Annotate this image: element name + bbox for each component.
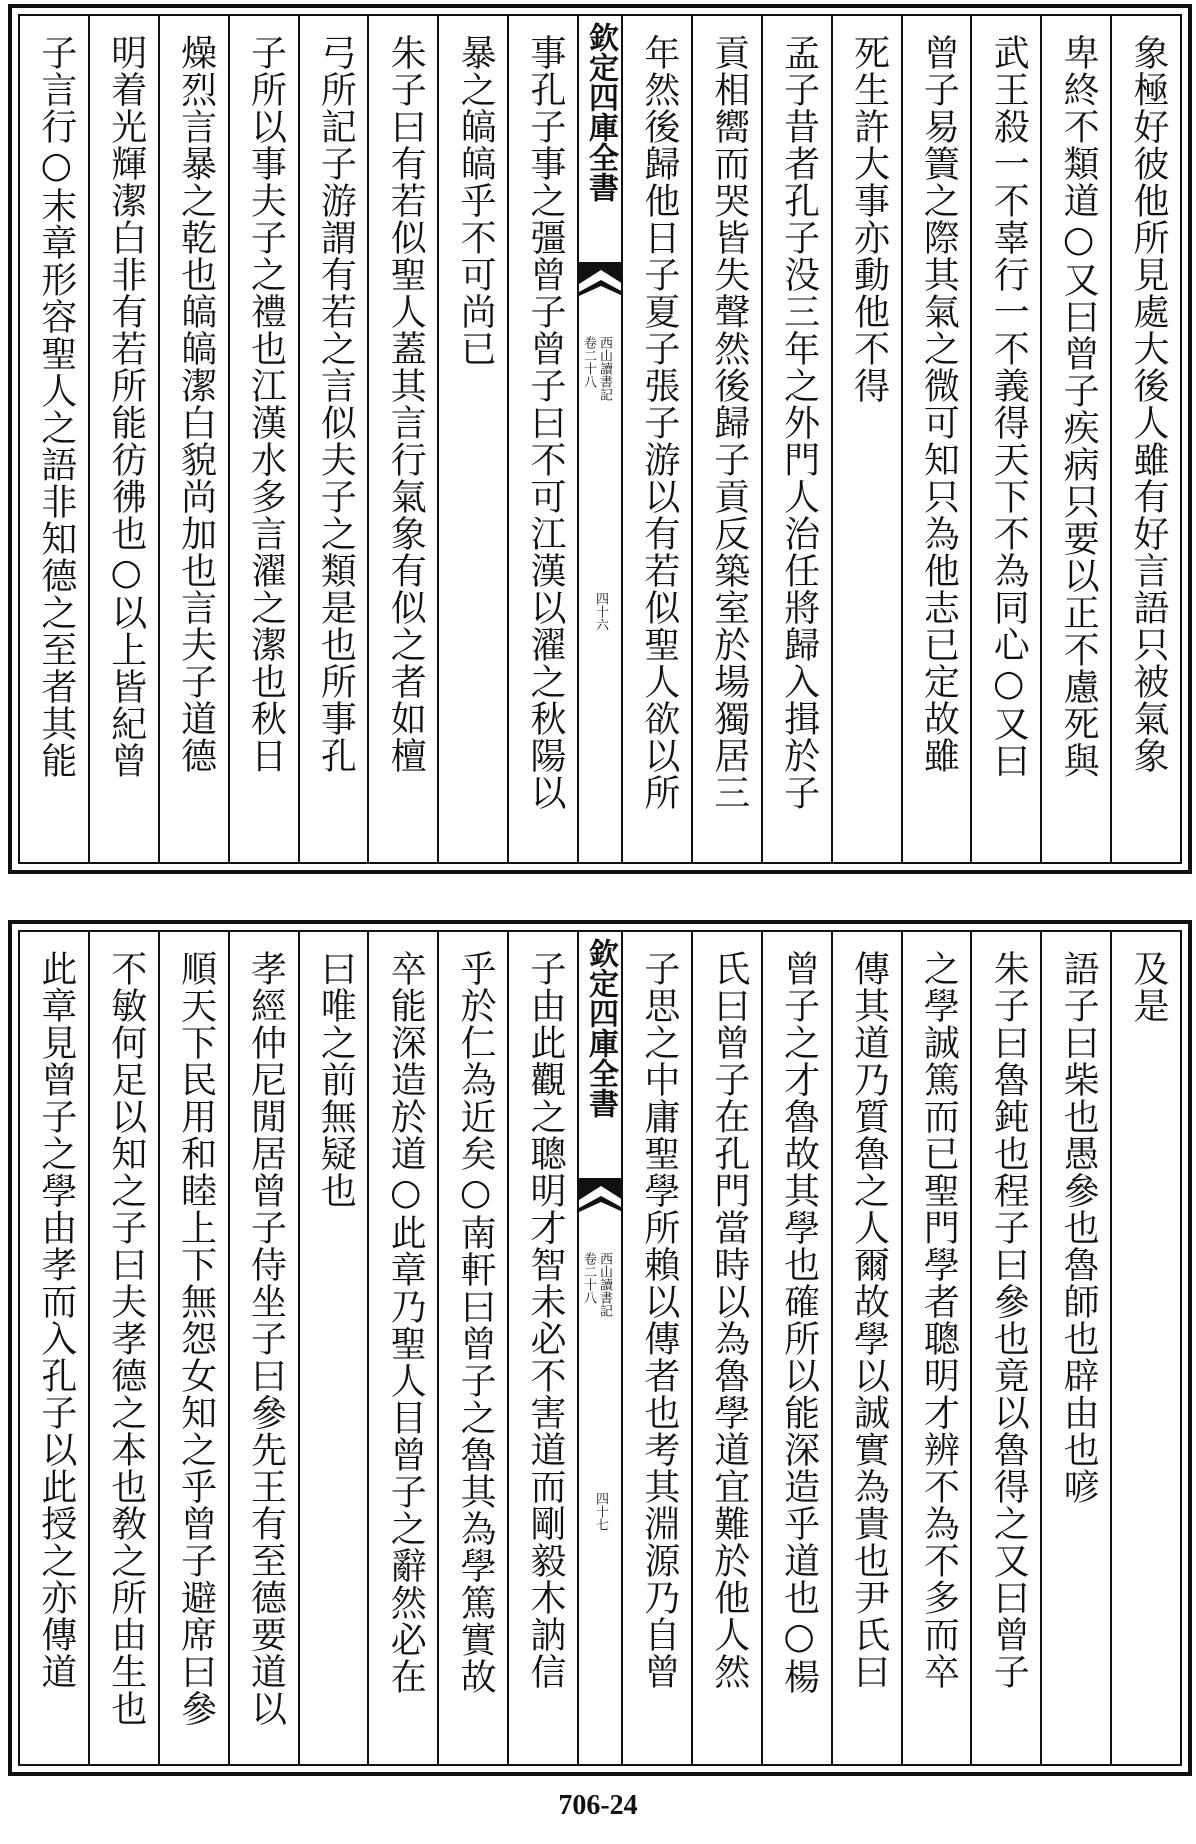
column-text: 及是	[1128, 950, 1169, 1024]
top-page	[8, 4, 1192, 874]
text-column	[691, 16, 761, 862]
column-text: 暴之皜皜乎不可尚已	[455, 34, 497, 367]
bottom-page-frame	[18, 930, 1182, 1766]
text-column	[1040, 16, 1110, 862]
text-column	[437, 932, 507, 1764]
column-text: 曰唯之前無疑也	[315, 950, 357, 1209]
column-text: 孝經仲尼閒居曾子侍坐子曰參先王有至德要道以	[245, 950, 287, 1727]
text-column	[761, 932, 831, 1764]
column-text: 死生許大事亦動他不得	[848, 34, 890, 404]
column-text: 孟子昔者孔子没三年之外門人治任將歸入揖於子	[778, 34, 820, 811]
text-column	[88, 932, 158, 1764]
text-column	[367, 932, 437, 1764]
gutter-juan: 卷二十八	[581, 336, 596, 388]
text-column	[901, 16, 971, 862]
gutter-book-title: 西山讀書記	[597, 336, 612, 401]
fish-tail-mark-icon	[579, 1178, 623, 1238]
column-text: 氏曰曾子在孔門當時以為魯學道宜難於他人然	[708, 950, 750, 1690]
text-column	[158, 932, 228, 1764]
center-gutter	[577, 16, 621, 862]
column-text: 之學誠篤而已聖門學者聰明才辨不為不多而卒	[918, 950, 960, 1690]
column-text: 子言行○末章形容聖人之語非知德之至者其能	[35, 34, 77, 779]
text-column	[298, 932, 368, 1764]
column-text: 貢相嚮而哭皆失聲然後歸子貢反築室於場獨居三	[708, 34, 750, 811]
text-column	[1110, 932, 1180, 1764]
text-column	[367, 16, 437, 862]
text-column	[228, 932, 298, 1764]
text-column	[228, 16, 298, 862]
top-page-columns	[20, 16, 1180, 862]
text-column	[88, 16, 158, 862]
text-column	[298, 16, 368, 862]
column-text: 朱子曰有若似聖人蓋其言行氣象有似之者如檀	[385, 34, 427, 774]
column-text: 此章見曾子之學由孝而入孔子以此授之亦傳道	[35, 950, 77, 1690]
text-column	[621, 16, 691, 862]
column-text: 卒能深造於道○此章乃聖人目曾子之辭然必在	[385, 950, 427, 1695]
gutter-page-number: 四十七	[593, 1492, 608, 1531]
column-text: 語子曰柴也愚參也魯師也辟由也喭	[1058, 950, 1100, 1505]
text-column	[1040, 932, 1110, 1764]
column-text: 年然後歸他日子夏子張子游以有若似聖人欲以所	[638, 34, 680, 811]
column-text: 子思之中庸聖學所賴以傳者也考其淵源乃自曾	[638, 950, 680, 1690]
bottom-page-columns	[20, 932, 1180, 1764]
column-text: 順天下民用和睦上下無怨女知之乎曾子避席曰參	[175, 950, 217, 1727]
column-text: 象極好彼他所見處大後人雖有好言語只被氣象	[1128, 34, 1169, 774]
column-text: 燥烈言暴之乾也皜皜潔白貌尚加也言夫子道德	[175, 34, 217, 774]
text-column	[158, 16, 228, 862]
text-column	[1110, 16, 1180, 862]
column-text: 明着光輝潔白非有若所能彷彿也○以上皆紀曾	[105, 34, 147, 779]
fish-tail-mark-icon	[579, 262, 623, 322]
column-text: 子由此觀之聰明才智未必不害道而剛毅木訥信	[525, 950, 566, 1690]
column-text: 事孔子事之彊曾子曾子曰不可江漢以濯之秋陽以	[525, 34, 566, 811]
column-text: 不敏何足以知之子曰夫孝德之本也敎之所由生也	[105, 950, 147, 1727]
gutter-title: 欽定四庫全書	[583, 938, 618, 1118]
text-column	[831, 932, 901, 1764]
text-column	[621, 932, 691, 1764]
gutter-title: 欽定四庫全書	[583, 22, 618, 202]
top-page-frame	[18, 14, 1182, 864]
text-column	[831, 16, 901, 862]
column-text: 朱子曰魯鈍也程子曰參也竟以魯得之又曰曾子	[988, 950, 1030, 1690]
column-text: 曾子易簀之際其氣之微可知只為他志已定故雖	[918, 34, 960, 774]
text-column	[761, 16, 831, 862]
column-text: 傳其道乃質魯之人爾故學以誠實為貴也尹氏曰	[848, 950, 890, 1690]
gutter-juan: 卷二十八	[581, 1252, 596, 1304]
column-text: 乎於仁為近矣○南軒曰曾子之魯其為學篤實故	[455, 950, 497, 1695]
text-column	[20, 16, 88, 862]
column-text: 弓所記子游謂有若之言似夫子之類是也所事孔	[315, 34, 357, 774]
column-text: 武王殺一不辜行一不義得天下不為同心○又曰	[988, 34, 1030, 779]
gutter-book-title: 西山讀書記	[597, 1252, 612, 1317]
column-text: 曾子之才魯故其學也確所以能深造乎道也○楊	[778, 950, 820, 1695]
text-column	[507, 932, 577, 1764]
text-column	[691, 932, 761, 1764]
center-gutter	[577, 932, 621, 1764]
column-text: 子所以事夫子之禮也江漢水多言濯之潔也秋日	[245, 34, 287, 774]
text-column	[507, 16, 577, 862]
page-footer-number: 706-24	[558, 1790, 638, 1821]
text-column	[970, 932, 1040, 1764]
bottom-page	[8, 920, 1192, 1776]
text-column	[20, 932, 88, 1764]
text-column	[970, 16, 1040, 862]
column-text: 卑終不類道○又曰曾子疾病只要以正不慮死與	[1058, 34, 1100, 779]
gutter-page-number: 四十六	[593, 592, 608, 631]
text-column	[437, 16, 507, 862]
text-column	[901, 932, 971, 1764]
